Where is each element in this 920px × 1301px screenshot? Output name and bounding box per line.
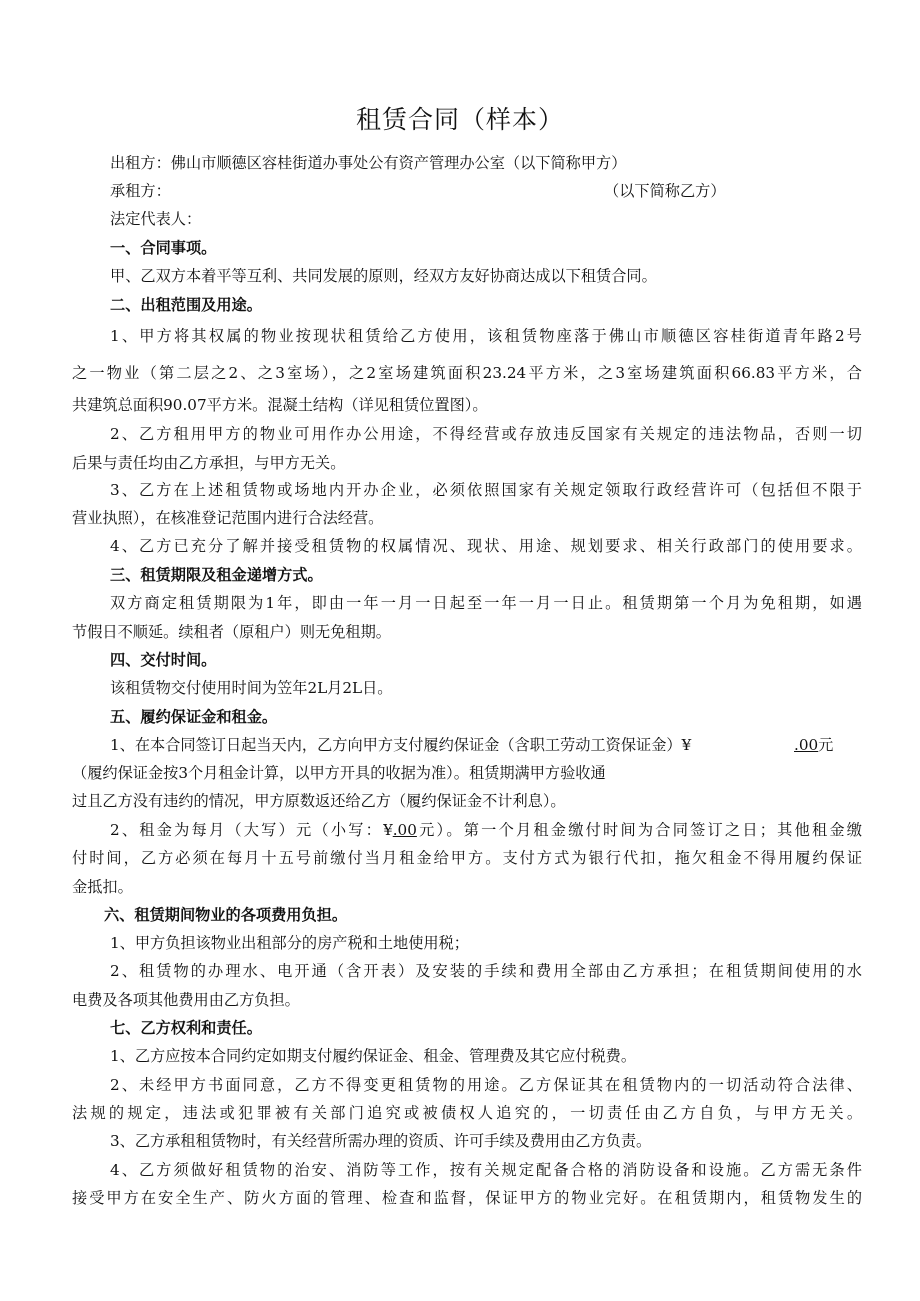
paragraph-line: 共建筑总面积90.07平方米。混凝土结构（详见租赁位置图）。: [72, 396, 488, 414]
paragraph-line: 法规的规定，违法或犯罪被有关部门追究或被债权人追究的，一切责任由乙方自负，与甲方无关。: [72, 1104, 862, 1122]
paragraph-line: 2、未经甲方书面同意，乙方不得变更租赁物的用途。乙方保证其在租赁物内的一切活动符合法律、: [110, 1076, 862, 1094]
deposit-amount: [794, 735, 833, 755]
section-heading: 五、履约保证金和租金。: [110, 708, 278, 726]
paragraph-line: 甲、乙双方本着平等互利、共同发展的原则，经双方友好协商达成以下租赁合同。: [110, 267, 657, 285]
paragraph-line: 之一物业（第二层之2、之3室场），之2室场建筑面积23.24平方米，之3室场建筑面积66.83平方米，合: [72, 364, 862, 382]
section-heading: 二、出租范围及用途。: [110, 296, 262, 314]
paragraph-line: 1、乙方应按本合同约定如期支付履约保证金、租金、管理费及其它应付税费。: [110, 1047, 637, 1065]
paragraph-line: 2、租赁物的办理水、电开通（含开表）及安装的手续和费用全部由乙方承担；在租赁期间使用的水: [110, 962, 862, 980]
paragraph-line: 节假日不顺延。续租者（原租户）则无免租期。: [72, 623, 391, 641]
paragraph-line: 该租赁物交付使用时间为笠年2L月2L日。: [110, 679, 393, 697]
paragraph-line: 营业执照），在核准登记范围内进行合法经营。: [72, 509, 384, 527]
rent-text-rest: 元）。第一个月租金缴付时间为合同签订之日；其他租金缴: [416, 821, 862, 839]
paragraph-line: 后果与责任均由乙方承担，与甲方无关。: [72, 454, 346, 472]
paragraph-line: [110, 820, 862, 840]
deposit-unit: 元: [818, 736, 834, 754]
section-heading: 七、乙方权利和责任。: [110, 1019, 262, 1037]
section-heading: 一、合同事项。: [110, 239, 217, 257]
lessor-line: 出租方：佛山市顺德区容桂街道办事处公有资产管理办公室（以下简称甲方）: [110, 154, 627, 172]
page-title: 租赁合同（样本）: [355, 105, 564, 134]
section-heading: 四、交付时间。: [110, 651, 217, 669]
paragraph-line: 金抵扣。: [72, 878, 133, 896]
paragraph-line: 过且乙方没有违约的情况，甲方原数返还给乙方（履约保证金不计利息）。: [72, 792, 566, 810]
deposit-cents: .00: [794, 736, 819, 754]
paragraph-line: 4、乙方已充分了解并接受租赁物的权属情况、现状、用途、规划要求、相关行政部门的使用要求。: [110, 537, 862, 555]
legal-rep-line: 法定代表人：: [110, 210, 202, 228]
lessee-line: [110, 181, 862, 201]
lessee-suffix: （以下简称乙方）: [604, 182, 726, 200]
paragraph-line: 3、乙方在上述租赁物或场地内开办企业，必须依照国家有关规定领取行政经营许可（包括但不限于: [110, 481, 862, 499]
paragraph-line: 付时间，乙方必须在每月十五号前缴付当月租金给甲方。支付方式为银行代扣，拖欠租金不得用履约保证: [72, 849, 862, 867]
paragraph-line: 1、甲方将其权属的物业按现状租赁给乙方使用，该租赁物座落于佛山市顺德区容桂街道青年路2号: [110, 327, 862, 345]
deposit-text: 1、在本合同签订日起当天内，乙方向甲方支付履约保证金（含职工劳动工资保证金）¥: [110, 736, 692, 754]
rent-cents: .00: [392, 821, 417, 839]
paragraph-line: [110, 735, 862, 755]
paragraph-line: 4、乙方须做好租赁物的治安、消防等工作，按有关规定配备合格的消防设备和设施。乙方需无条件: [110, 1161, 862, 1179]
paragraph-line: 1、甲方负担该物业出租部分的房产税和土地使用税；: [110, 934, 469, 952]
rent-text: 2、租金为每月（大写）元（小写：¥: [110, 821, 393, 839]
lessee-label: 承租方：: [110, 182, 171, 200]
section-heading: 六、租赁期间物业的各项费用负担。: [104, 906, 347, 924]
section-heading: 三、租赁期限及租金递增方式。: [110, 566, 323, 584]
paragraph-line: 3、乙方承租租赁物时，有关经营所需办理的资质、许可手续及费用由乙方负责。: [110, 1132, 652, 1150]
paragraph-line: 双方商定租赁期限为1年，即由一年一月一日起至一年一月一日止。租赁期第一个月为免租期，如遇: [110, 594, 862, 612]
paragraph-line: 2、乙方租用甲方的物业可用作办公用途，不得经营或存放违反国家有关规定的违法物品，否则一切: [110, 425, 862, 443]
paragraph-line: 接受甲方在安全生产、防火方面的管理、检查和监督，保证甲方的物业完好。在租赁期内，租赁物发生的: [72, 1189, 862, 1207]
paragraph-line: 电费及各项其他费用由乙方负担。: [72, 991, 300, 1009]
paragraph-line: （履约保证金按3个月租金计算，以甲方开具的收据为准）。租赁期满甲方验收通: [72, 764, 606, 782]
